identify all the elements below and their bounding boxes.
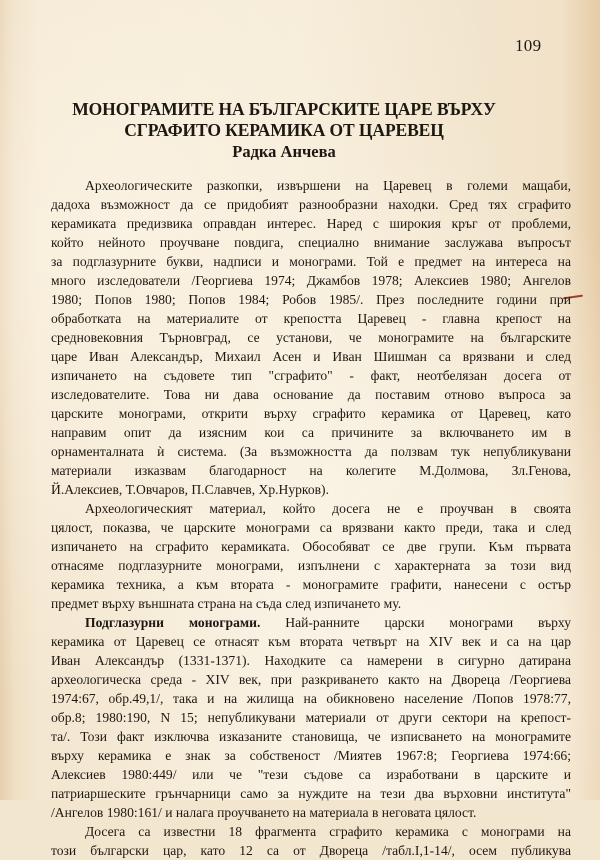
text-line: орнаменталната ѝ система. (За възможността да ползвам тук непубликувани xyxy=(51,444,571,459)
text-line: Й.Алексиев, Т.Овчаров, П.Славчев, Хр.Нурков). xyxy=(51,482,329,497)
text-line: дадоха възможност да се придобият разнообразни находки. Сред тях сграфито xyxy=(51,197,571,212)
text-line: цялост, показва, че царските монограми са врязвани както преди, така и след xyxy=(51,520,571,535)
article-author: Радка Анчева xyxy=(232,142,336,161)
text-line: за подглазурните букви, надписи и монограми. Той е предмет на интереса на xyxy=(51,254,571,269)
text-line: върху керамика е знак за собственост /Миятев 1967:8; Георгиева 1974:66; xyxy=(51,748,571,763)
text-line: много изследователи /Георгиева 1974; Джамбов 1978; Алексиев 1980; Ангелов xyxy=(51,273,571,288)
text-line: изследователите. Това ни дава основание да поставим отново въпроса за xyxy=(51,387,571,402)
text-line: отнасяме подглазурните монограми, изпълнени с характерната за този вид xyxy=(51,558,571,573)
text-line: Археологическият материал, който досега не е проучван в своята xyxy=(85,501,571,516)
text-line: материали изказвам благодарност на колегите М.Долмова, Зл.Генова, xyxy=(51,463,571,478)
text-line: керамика техника, а към втората - монограмите графити, нанесени с остър xyxy=(51,577,571,592)
article-title-line-2: СГРАФИТО КЕРАМИКА ОТ ЦАРЕВЕЦ xyxy=(124,120,444,140)
text-line: керамиката предизвика оправдан интерес. Наред с широкия кръг от проблеми, xyxy=(51,216,571,231)
text-line: този български цар, като 12 са от Двореца /табл.I,1-14/, осем публикува xyxy=(51,843,571,858)
text-line: Подглазурни монограми. Най-ранните царски монограми върху xyxy=(85,615,571,630)
text-line: направим опит да изясним кои са причините за включването им в xyxy=(51,425,571,440)
text-line: предмет върху външната страна на съда след изпичането му. xyxy=(51,596,402,611)
text-line: та/. Този факт изключва изказаните становища, че изписването на монограмите xyxy=(51,729,571,744)
text-line: Досега са известни 18 фрагмента сграфито керамика с монограми на xyxy=(85,824,571,839)
text-line: изпичането на съдовете тип "сграфито" - факт, неотбелязан досега от xyxy=(51,368,571,383)
text-line: 1980; Попов 1980; Попов 1984; Робов 1985/. През последните години при xyxy=(51,292,571,307)
text-line: патриаршеските грънчарници само за нуждите на тези два върховни института" xyxy=(51,786,571,801)
page-number: 109 xyxy=(515,36,542,55)
article-title-line-1: МОНОГРАМИТЕ НА БЪЛГАРСКИТЕ ЦАРЕ ВЪРХУ xyxy=(72,99,496,119)
text-line: 1974:67, обр.49,1/, така и на жилища на обикновено население /Попов 1978:77, xyxy=(51,691,571,706)
text-line: царските монограми, открити върху сграфито керамика от Царевец, като xyxy=(51,406,571,421)
text-line: който нейното проучване повдига, специално внимание заслужава въпросът xyxy=(51,235,571,250)
text-line: Иван Александър (1331-1371). Находките са намерени в сигурно датирана xyxy=(51,653,571,668)
text-line: изпичането на сграфито керамиката. Обособяват се две групи. Към първата xyxy=(51,539,571,554)
text-line: керамика от Царевец се отнасят към втората четвърт на XIV век и са на цар xyxy=(51,634,571,649)
text-line: обр.8; 1980:190, N 15; непубликувани материали от други сектори на крепост- xyxy=(51,710,571,725)
text-line: археологическа среда - XIV век, при разкриването както на Двореца /Георгиева xyxy=(51,672,571,687)
article-body xyxy=(51,176,571,860)
text-line: средновековния Търновград, се установи, че монограмите на българските xyxy=(51,330,571,345)
text-line: Алексиев 1980:449/ или че "тези съдове са изработвани в царските и xyxy=(51,767,571,782)
section-heading: Подглазурни монограми. xyxy=(85,615,261,630)
text-line: /Ангелов 1980:161/ и налага проучването на материала в неговата цялост. xyxy=(51,805,477,820)
text-line: царе Иван Александър, Михаил Асен и Иван Шишман са врязвани и след xyxy=(51,349,571,364)
text-line: обработката на материалите от крепостта Царевец - главна крепост на xyxy=(51,311,571,326)
text-line: Археологическите разкопки, извършени на Царевец в големи мащаби, xyxy=(85,178,571,193)
